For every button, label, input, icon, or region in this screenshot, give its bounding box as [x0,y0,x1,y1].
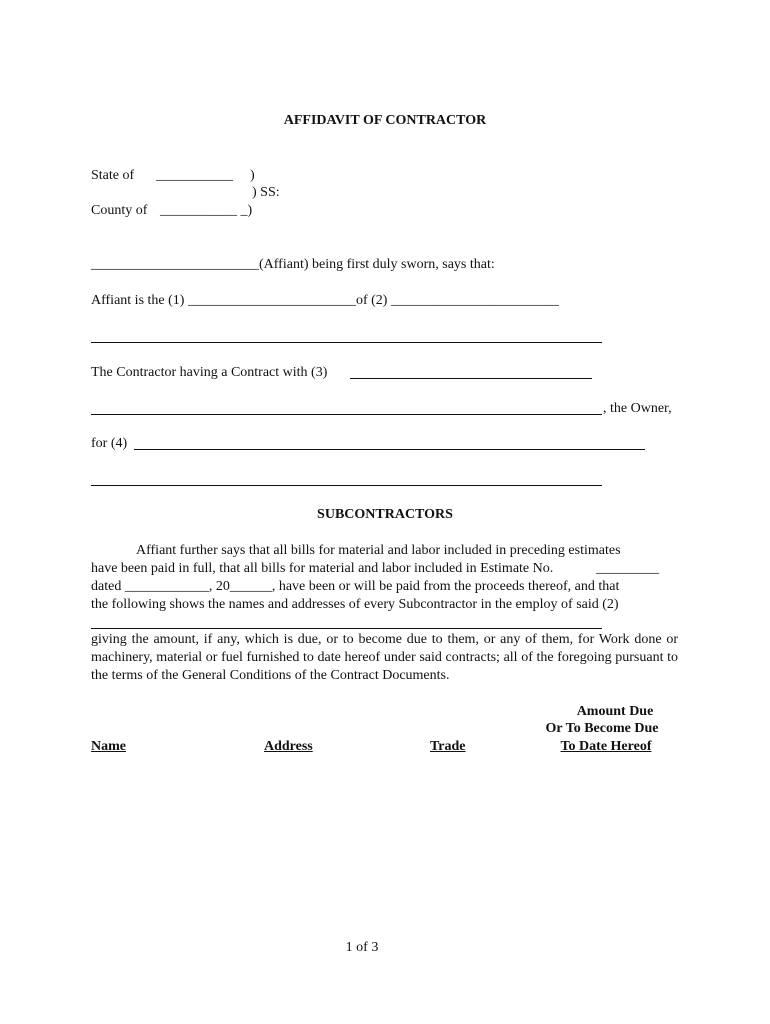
page-number: 1 of 3 [345,940,379,955]
contractor-rule [350,378,592,379]
state-label: State of [91,168,135,183]
document-title: AFFIDAVIT OF CONTRACTOR [283,113,487,128]
header-trade: Trade [430,739,466,754]
county-label: County of [91,203,148,218]
county-blank: ___________ _) [160,203,253,218]
affiant-is-line: Affiant is the (1) ________________________of (2) ________________________ [91,293,559,308]
owner-suffix: , the Owner, [603,401,672,416]
for-rule [134,449,645,450]
subcontractors-heading: SUBCONTRACTORS [317,507,453,522]
owner-rule [91,414,602,415]
para1-line4: the following shows the names and addresses of every Subcontractor in the employ of said (2) [91,597,619,612]
blank-rule-2 [91,485,602,486]
blank-rule-1 [91,342,602,343]
for-label: for (4) [91,436,128,451]
para1-line3: dated ____________, 20______, have been or will be paid from the proceeds thereof, and that [91,579,620,594]
state-paren: ) [250,168,255,183]
para1-line2: have been paid in full, that all bills for material and labor included in Estimate No. [91,561,554,576]
contractor-line: The Contractor having a Contract with (3) [91,365,328,380]
header-name: Name [91,739,126,754]
header-amount-line2: Or To Become Due [545,721,659,736]
ss-label: ) SS: [252,185,280,200]
para1-line1: Affiant further says that all bills for material and labor included in preceding estimates [136,543,621,558]
state-blank: ___________ [156,168,233,183]
affiant-line: ________________________(Affiant) being first duly sworn, says that: [91,257,495,272]
para2: giving the amount, if any, which is due, or to become due to them, or any of them, for Work done or machinery, material or fuel furnished to date hereof under said contracts; all of the foregoing pursuant to the terms of the General Conditions of the Contract Documents. [91,632,678,683]
employ-rule [91,628,602,629]
para1-line2-blank: _________ [596,561,659,576]
header-address: Address [264,739,313,754]
header-amount-line1: Amount Due [576,704,654,719]
header-amount-line3: To Date Hereof [560,739,652,754]
